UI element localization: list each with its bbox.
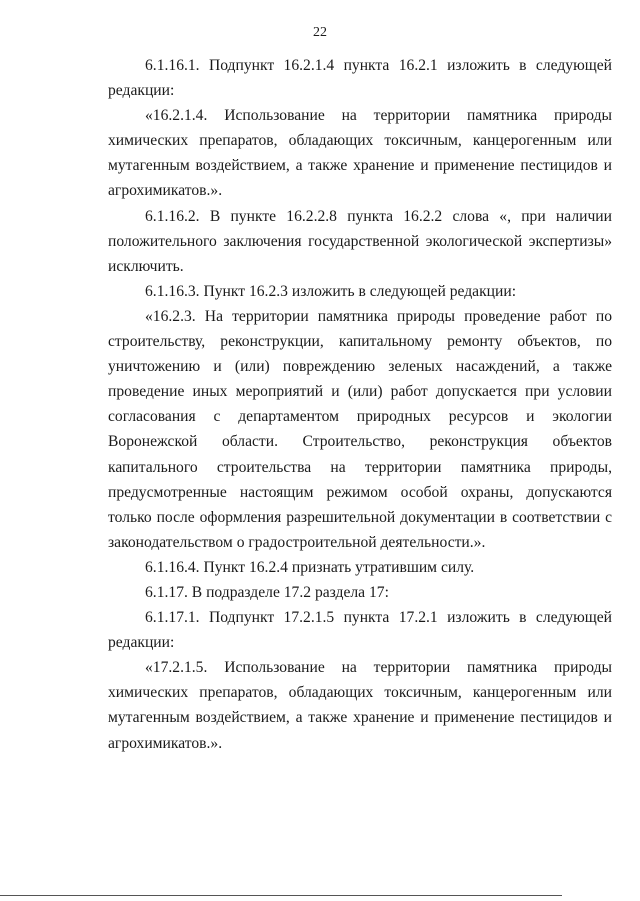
paragraph-17-2-1-5-text: «17.2.1.5. Использование на территории памятника природы химических препаратов, обладающих токсичным, канцерогенным или мутагенным воздействием, а также хранение и применение пестицидов и агрохимикатов.». xyxy=(108,659,612,752)
paragraph-6-1-17-1: 6.1.17.1. Подпункт 17.2.1.5 пункта 17.2.1 изложить в следующей редакции: xyxy=(108,609,612,652)
paragraph-6-1-16-3: 6.1.16.3. Пункт 16.2.3 изложить в следующей редакции: xyxy=(145,282,517,300)
document-body xyxy=(108,53,612,756)
paragraph-6-1-17: 6.1.17. В подразделе 17.2 раздела 17: xyxy=(145,583,389,601)
page-number: 22 xyxy=(313,25,327,40)
paragraph-6-1-16-2: 6.1.16.2. В пункте 16.2.2.8 пункта 16.2.2 слова «, при наличии положительного заключения государственной экологической экспертизы» исключить. xyxy=(108,207,612,275)
paragraph-6-1-16-1: 6.1.16.1. Подпункт 16.2.1.4 пункта 16.2.1 изложить в следующей редакции: xyxy=(108,57,612,100)
bottom-scan-edge xyxy=(0,895,562,896)
paragraph-6-1-16-4: 6.1.16.4. Пункт 16.2.4 признать утратившим силу. xyxy=(145,558,475,576)
paragraph-16-2-1-4-text: «16.2.1.4. Использование на территории памятника природы химических препаратов, обладающих токсичным, канцерогенным или мутагенным воздействием, а также хранение и применение пестицидов и агрохимикатов.». xyxy=(108,107,612,200)
paragraph-16-2-3-text: «16.2.3. На территории памятника природы проведение работ по строительству, реконструкции, капитальному ремонту объектов, по уничтожению и (или) повреждению зеленых насаждений, а также проведение иных мероприятий и (или) работ допускается при условии согласования с департаментом природных ресурсов и экологии Воронежской области. Строительство, реконструкция объектов капитального строительства на территории памятника природы, предусмотренные настоящим режимом особой охраны, допускаются только после оформления разрешительной документации в соответствии с законодательством о градостроительной деятельности.». xyxy=(108,307,612,551)
